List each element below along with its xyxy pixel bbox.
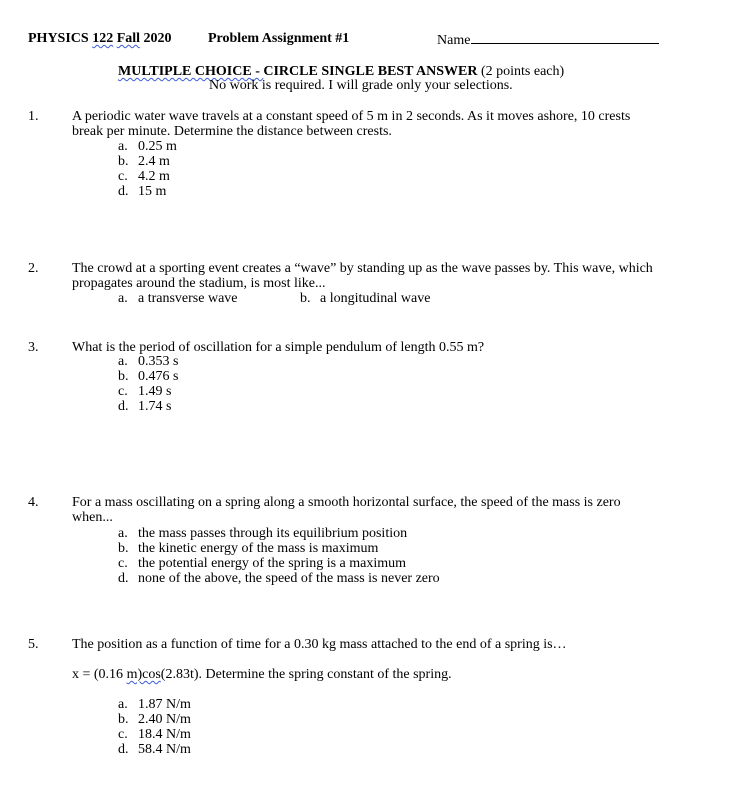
section-title-a: MULTIPLE CHOICE (118, 64, 252, 79)
question-number: 4. (28, 495, 39, 510)
term-season: Fall (116, 31, 141, 46)
answer-option[interactable]: c. 4.2 m (118, 169, 170, 184)
section-points: (2 points each) (480, 64, 565, 79)
answer-option[interactable]: c. the potential energy of the spring is a maximum (118, 556, 407, 571)
question-text: when... (72, 510, 113, 525)
question-text: break per minute. Determine the distance between crests. (72, 124, 392, 139)
answer-option[interactable]: d. 15 m (118, 184, 167, 199)
answer-option[interactable]: a. the mass passes through its equilibrium position (118, 526, 408, 541)
answer-option[interactable]: d. 58.4 N/m (118, 742, 191, 757)
course-number: 122 (92, 31, 114, 46)
answer-option[interactable]: a. 1.87 N/m (118, 697, 191, 712)
answer-option[interactable]: a. 0.25 m (118, 139, 177, 154)
question-text: The position as a function of time for a 0.30 kg mass attached to the end of a spring is… (72, 637, 567, 652)
question-number: 3. (28, 340, 39, 355)
answer-option[interactable]: b. 2.40 N/m (118, 712, 191, 727)
course-prefix: PHYSICS (28, 31, 93, 46)
section-title (118, 64, 564, 79)
answer-option[interactable]: b. 0.476 s (118, 369, 179, 384)
question-text: For a mass oscillating on a spring along a smooth horizontal surface, the speed of the mass is zero (72, 495, 621, 510)
section-note: No work is required. I will grade only your selections. (209, 78, 513, 93)
equation-line: x = (0.16 m)cos(2.83t). Determine the spring constant of the spring. (72, 667, 452, 682)
section-title-b: CIRCLE SINGLE BEST ANSWER (263, 64, 478, 79)
term-year: 2020 (140, 31, 172, 46)
name-field[interactable] (437, 31, 659, 48)
name-blank-line[interactable] (471, 31, 659, 44)
answer-option[interactable]: c. 18.4 N/m (118, 727, 191, 742)
answer-option[interactable]: b. a longitudinal wave (300, 291, 431, 306)
answer-option[interactable]: b. 2.4 m (118, 154, 170, 169)
answer-option[interactable]: d. 1.74 s (118, 399, 172, 414)
section-title-sep: - (251, 64, 264, 79)
answer-option[interactable]: a. 0.353 s (118, 354, 179, 369)
question-number: 5. (28, 637, 39, 652)
question-text: propagates around the stadium, is most like... (72, 276, 326, 291)
answer-option[interactable]: c. 1.49 s (118, 384, 172, 399)
course-title (28, 31, 172, 46)
name-label: Name (437, 33, 471, 48)
answer-option[interactable]: b. the kinetic energy of the mass is maximum (118, 541, 379, 556)
answer-option[interactable]: a. a transverse wave (118, 291, 238, 306)
assignment-title: Problem Assignment #1 (208, 31, 350, 46)
answer-option[interactable]: d. none of the above, the speed of the mass is never zero (118, 571, 440, 586)
question-number: 1. (28, 109, 39, 124)
question-text: What is the period of oscillation for a simple pendulum of length 0.55 m? (72, 340, 485, 355)
question-text: A periodic water wave travels at a constant speed of 5 m in 2 seconds. As it moves ashore, 10 crests (72, 109, 631, 124)
question-number: 2. (28, 261, 39, 276)
question-text: The crowd at a sporting event creates a “wave” by standing up as the wave passes by. This wave, which (72, 261, 653, 276)
